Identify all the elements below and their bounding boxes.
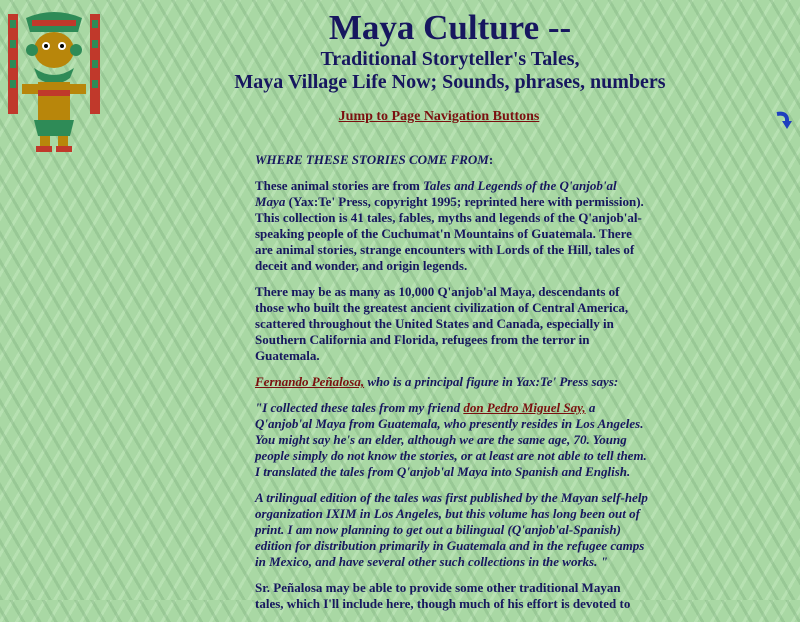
paragraph-2: There may be as many as 10,000 Q'anjob'al Maya, descendants of those who built the greatest ancient civilization of Central America, scattered throughout the United States and Canada, especially in Southern California and Florida, refugees from the terror in Guatemala.: [255, 284, 629, 363]
curved-arrow-down-icon[interactable]: [774, 110, 794, 130]
jump-to-navigation-link[interactable]: Jump to Page Navigation Buttons: [338, 109, 540, 124]
maya-figure-icon: [8, 10, 100, 155]
page-header: [200, 8, 700, 94]
book-title: Tales and Legends of the Q'anjob'al Maya: [255, 178, 617, 209]
paragraph-5: A trilingual edition of the tales was first published by the Mayan self-help organization IXIM in Los Angeles, but this volume has long been out of print. I am now planning to get out a bilingual (Q'anjob'al-Spanish) edition for distribution primarily in Guatemala and in the refugee camps in Mexico, and have several other such collections in the works. ": [255, 490, 648, 569]
paragraph-3: Fernando Peñalosa, who is a principal figure in Yax:Te' Press says:: [255, 374, 619, 389]
paragraph-1: These animal stories are from Tales and Legends of the Q'anjob'al Maya (Yax:Te' Press, copyright 1995; reprinted here with permission). This collection is 41 tales, fables, myths and legends of the Q'anjob'al-speaking people of the Cuchumat'n Mountains of Guatemala. There are animal stories, strange encounters with Lords of the Hill, tales of deceit and wonder, and origin legends.: [255, 178, 644, 273]
pedro-miguel-say-link[interactable]: don Pedro Miguel Say,: [463, 400, 586, 415]
fernando-penalosa-link[interactable]: Fernando Peñalosa,: [255, 374, 365, 389]
paragraph-4: "I collected these tales from my friend don Pedro Miguel Say, a Q'anjob'al Maya from Guatemala, who presently resides in Los Angeles. You might say he's an elder, although we are the same age, 70. Young people simply do not know the stories, or at least are not able to tell them. I translated the tales from Q'anjob'al Maya into Spanish and English.: [255, 400, 647, 479]
page-title: Maya Culture --: [328, 8, 572, 47]
page-subtitle-line2: Maya Village Life Now; Sounds, phrases, numbers: [234, 71, 666, 93]
section-heading: WHERE THESE STORIES COME FROM:: [255, 152, 494, 167]
page-subtitle-line1: Traditional Storyteller's Tales,: [320, 48, 580, 70]
main-content: [255, 152, 650, 622]
paragraph-6: Sr. Peñalosa may be able to provide some other traditional Mayan tales, which I'll include here, though much of his effort is devoted to: [255, 580, 631, 611]
